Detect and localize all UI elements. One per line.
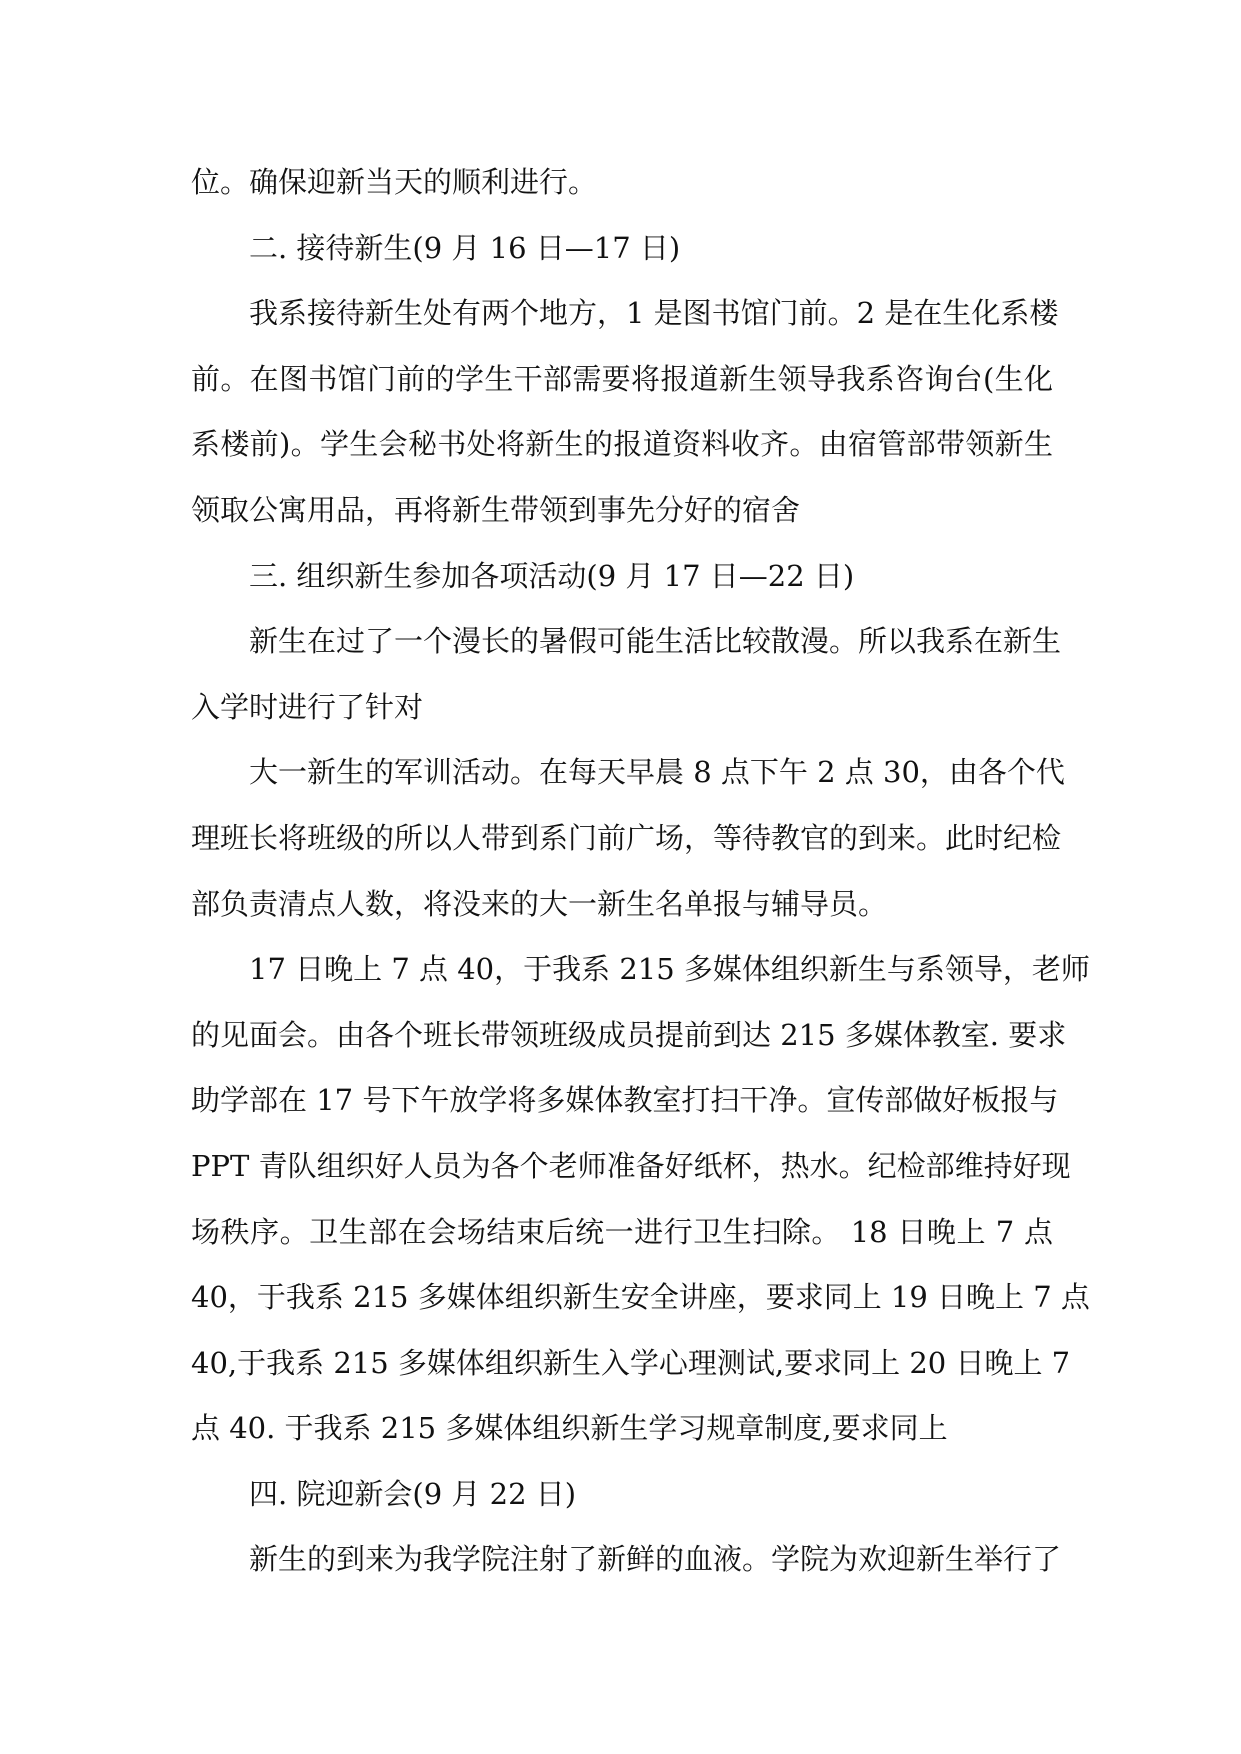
text-line: 位。确保迎新当天的顺利进行。 (191, 165, 598, 199)
text-line: 17 日晚上 7 点 40，于我系 215 多媒体组织新生与系领导，老师 (249, 952, 1090, 987)
text-line: 理班长将班级的所以人带到系门前广场，等待教官的到来。此时纪检 (191, 820, 1062, 855)
text-line: 场秩序。卫生部在会场结束后统一进行卫生扫除。 18 日晚上 7 点 (191, 1214, 1053, 1249)
text-line: 领取公寓用品，再将新生带领到事先分好的宿舍 (191, 492, 801, 527)
text-line: 系楼前)。学生会秘书处将新生的报道资料收齐。由宿管部带领新生 (191, 427, 1053, 462)
text-line: 40，于我系 215 多媒体组织新生安全讲座，要求同上 19 日晚上 7 点 (191, 1280, 1090, 1315)
text-line: 40,于我系 215 多媒体组织新生入学心理测试,要求同上 20 日晚上 7 (191, 1345, 1071, 1380)
text-line: PPT 青队组织好人员为各个老师准备好纸杯，热水。纪检部维持好现 (191, 1148, 1071, 1183)
text-line: 前。在图书馆门前的学生干部需要将报道新生领导我系咨询台(生化 (191, 361, 1053, 396)
text-line: 点 40. 于我系 215 多媒体组织新生学习规章制度,要求同上 (191, 1411, 948, 1446)
text-line: 部负责清点人数，将没来的大一新生名单报与辅导员。 (191, 886, 888, 921)
text-line: 的见面会。由各个班长带领班级成员提前到达 215 多媒体教室. 要求 (191, 1017, 1067, 1052)
text-line: 大一新生的军训活动。在每天早晨 8 点下午 2 点 30，由各个代 (249, 755, 1065, 790)
text-line: 我系接待新生处有两个地方，1 是图书馆门前。2 是在生化系楼 (249, 296, 1059, 331)
text-line: 三. 组织新生参加各项活动(9 月 17 日—22 日) (249, 558, 855, 593)
text-line: 新生的到来为我学院注射了新鲜的血液。学院为欢迎新生举行了 (249, 1542, 1062, 1577)
text-line: 二. 接待新生(9 月 16 日—17 日) (249, 230, 681, 265)
text-line: 新生在过了一个漫长的暑假可能生活比较散漫。所以我系在新生 (249, 624, 1062, 659)
text-line: 入学时进行了针对 (191, 689, 424, 724)
text-line: 四. 院迎新会(9 月 22 日) (249, 1476, 577, 1511)
text-line: 助学部在 17 号下午放学将多媒体教室打扫干净。宣传部做好板报与 (191, 1083, 1059, 1118)
document-body (191, 150, 1090, 1593)
